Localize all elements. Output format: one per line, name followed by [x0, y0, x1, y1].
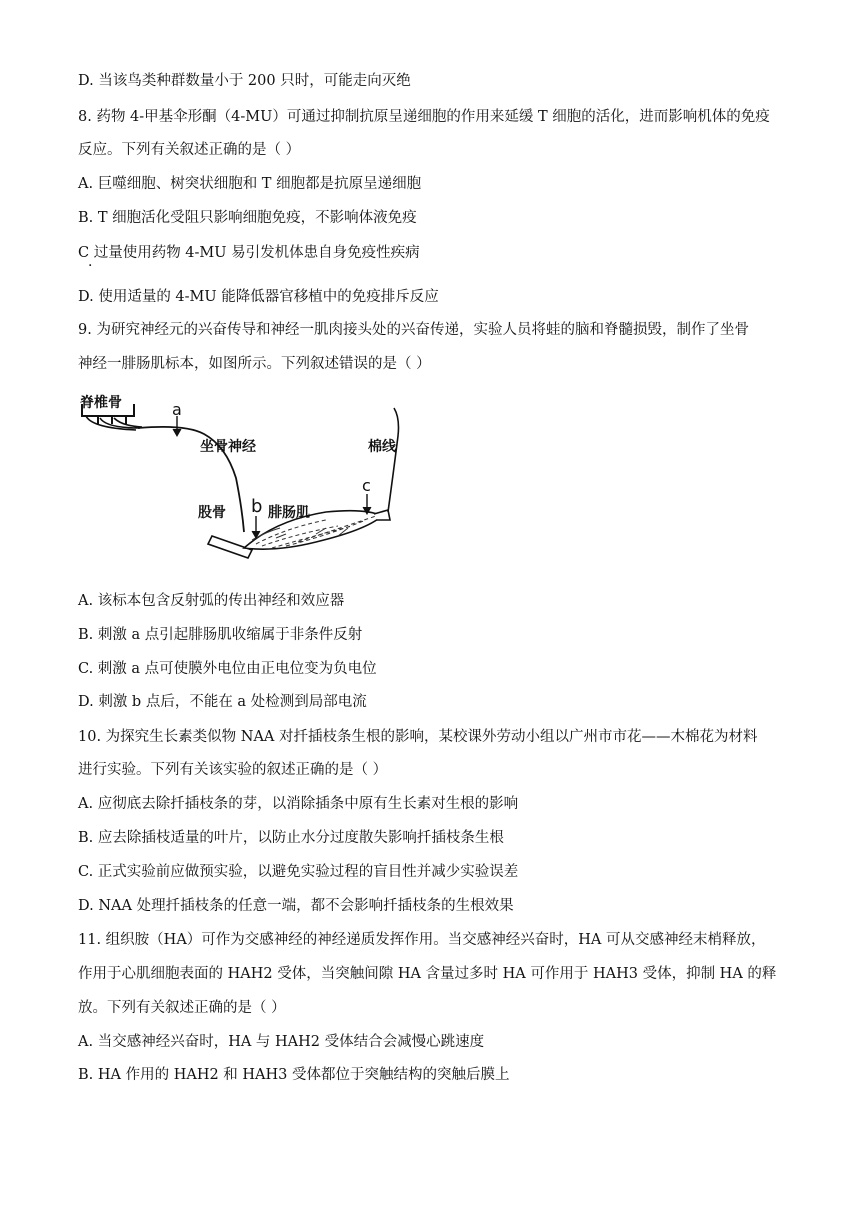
question-9-stem-cont: 神经一腓肠肌标本，如图所示。下列叙述错误的是（ ）: [78, 356, 431, 372]
question-11-option-b: B. HA 作用的 HAH2 和 HAH3 受体都位于突触结构的突触后膜上: [78, 1067, 510, 1083]
label-point-b: b: [251, 496, 263, 517]
label-sciatic-nerve: 坐骨神经: [200, 439, 256, 455]
question-8-stem: 8. 药物 4-甲基伞形酮（4-MU）可通过抑制抗原呈递细胞的作用来延缓 T 细胞的活化，进而影响机体的免疫: [78, 109, 770, 125]
question-7-option-d: D. 当该鸟类种群数量小于 200 只时，可能走向灭绝: [78, 73, 411, 89]
question-8-option-b: B. T 细胞活化受阻只影响细胞免疫，不影响体液免疫: [78, 210, 417, 226]
question-8-option-d: D. 使用适量的 4-MU 能降低器官移植中的免疫排斥反应: [78, 289, 439, 305]
question-10-stem-cont: 进行实验。下列有关该实验的叙述正确的是（ ）: [78, 762, 388, 778]
question-10-stem: 10. 为探究生长素类似物 NAA 对扦插枝条生根的影响，某校课外劳动小组以广州市市花——木棉花为材料: [78, 729, 758, 745]
label-gastrocnemius: 腓肠肌: [268, 505, 310, 521]
sciatic-gastrocnemius-figure: [76, 388, 416, 568]
question-8-stem-cont: 反应。下列有关叙述正确的是（ ）: [78, 142, 301, 158]
question-9-option-c: C. 刺激 a 点可使膜外电位由正电位变为负电位: [78, 661, 377, 677]
label-point-a: a: [172, 400, 182, 419]
question-10-option-b: B. 应去除插枝适量的叶片，以防止水分过度散失影响扦插枝条生根: [78, 830, 504, 846]
question-11-stem: 11. 组织胺（HA）可作为交感神经的神经递质发挥作用。当交感神经兴奋时，HA 可从交感神经末梢释放，: [78, 932, 766, 948]
question-11-stem-cont: 作用于心肌细胞表面的 HAH2 受体，当突触间隙 HA 含量过多时 HA 可作用于 HAH3 受体，抑制 HA 的释: [78, 966, 777, 982]
stray-dot: ·: [88, 258, 93, 274]
label-femur: 股骨: [198, 505, 226, 521]
question-9-option-b: B. 刺激 a 点引起腓肠肌收缩属于非条件反射: [78, 627, 363, 643]
question-11-stem-cont-2: 放。下列有关叙述正确的是（ ）: [78, 1000, 286, 1016]
question-8-option-c: C 过量使用药物 4-MU 易引发机体患自身免疫性疾病: [78, 245, 420, 261]
question-9-stem: 9. 为研究神经元的兴奋传导和神经一肌肉接头处的兴奋传递，实验人员将蛙的脑和脊髓损毁，制作了坐骨: [78, 322, 749, 338]
question-10-option-a: A. 应彻底去除扦插枝条的芽，以消除插条中原有生长素对生根的影响: [78, 796, 519, 812]
label-spine: 脊椎骨: [80, 395, 122, 411]
question-9-option-d: D. 刺激 b 点后，不能在 a 处检测到局部电流: [78, 694, 367, 710]
question-10-option-c: C. 正式实验前应做预实验，以避免实验过程的盲目性并减少实验误差: [78, 864, 519, 880]
label-point-c: c: [362, 476, 371, 495]
label-cotton-thread: 棉线: [368, 439, 396, 455]
question-9-option-a: A. 该标本包含反射弧的传出神经和效应器: [78, 593, 345, 609]
question-10-option-d: D. NAA 处理扦插枝条的任意一端，都不会影响扦插枝条的生根效果: [78, 898, 514, 914]
question-8-option-a: A. 巨噬细胞、树突状细胞和 T 细胞都是抗原呈递细胞: [78, 176, 422, 192]
question-11-option-a: A. 当交感神经兴奋时，HA 与 HAH2 受体结合会减慢心跳速度: [78, 1034, 485, 1050]
